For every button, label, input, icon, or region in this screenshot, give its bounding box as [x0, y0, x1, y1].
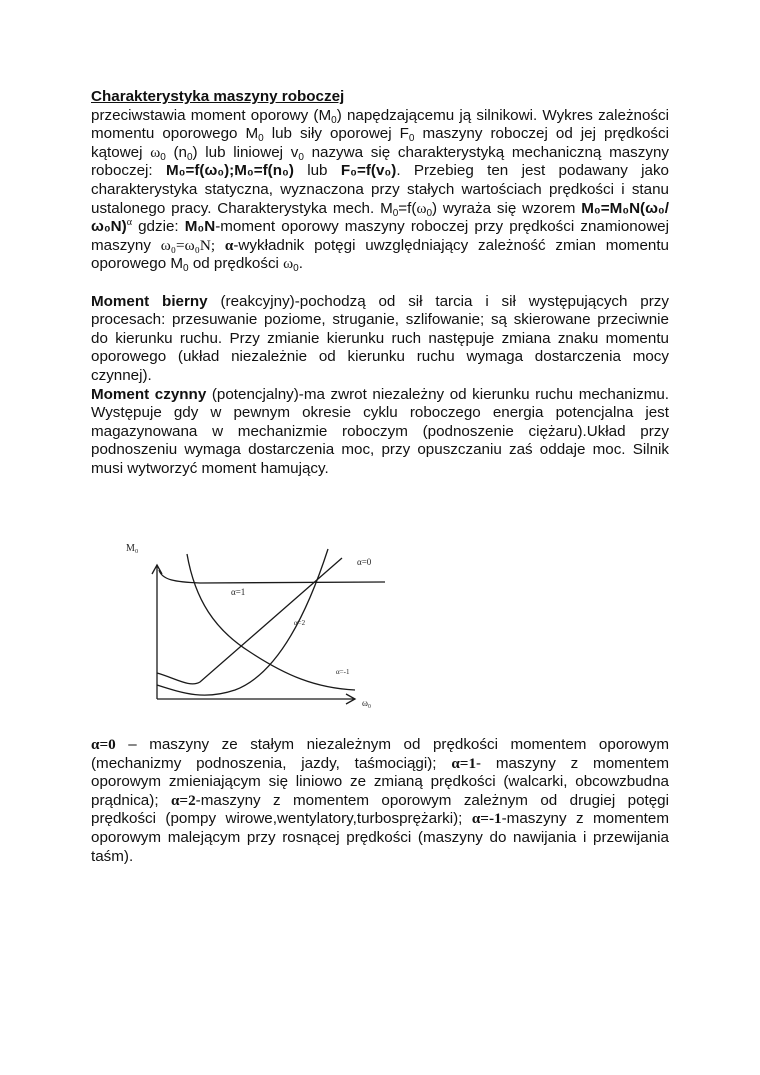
y-axis-label: M₀ [126, 543, 139, 554]
moment-czynny-paragraph: Moment czynny (potencjalny)-ma zwrot niezależny od kierunku ruchu mechanizmu. Występuje gdy w pewnym okresie cyklu roboczego energia potencjalna jest magazynowana w mechanizmie roboczym (podnoszenie ciężaru).Układ przy podnoszeniu wymaga dostarczenia moc, przy opuszczaniu zaś oddaje moc. Silnik musi wytworzyć moment hamujący. [91, 385, 670, 477]
label-alpha-neg1: α=-1 [336, 668, 350, 676]
section-title: Charakterystyka maszyny roboczej [91, 88, 345, 105]
curve-alpha1 [157, 558, 342, 684]
formula-main: M₀=M₀N(ω₀/ω₀N) [91, 199, 669, 236]
label-alpha0: α=0 [357, 557, 372, 567]
label-alpha1: α=1 [231, 587, 246, 597]
intro-paragraph: przeciwstawia moment oporowy $(M_0)$ napędzającemu ją silnikowi. Wykres zależności momentu oporowego $M_0$ lub siły oporowej $F_0$ maszyny roboczej od jej prędkości kątowej $\omega_0$ $(n_0)$ lub liniowej $v_0$ nazywa się charakterystyką mechaniczną maszyny roboczej: M₀=f(ω₀);M₀=f(n₀) lub F₀=f(v₀). Przebieg ten jest podawany jako charakterystyka statyczna, wyznaczona przy stałych wartościach prędkości i stanu ustalonego pracy. Charakterystyka mech. $M_0=f(\omega_0)$ wyraża się wzorem $M_0=M_0N(\omega_0/\omega_0N)^\alpha$ gdzie: M₀N-moment oporowy maszyny roboczej przy prędkości znamionowej maszyny ω₀=ω₀N; α-wykładnik potęgi uwzględniający zależność zmian momentu oporowego $M_0$ od prędkości $\omega_0$. [91, 106, 670, 275]
x-axis-label: ω₀ [362, 698, 372, 708]
document-body [91, 88, 669, 478]
curve-alpha-neg1 [187, 554, 355, 690]
alpha-explanations [91, 736, 669, 866]
label-alpha2: α=2 [294, 619, 306, 627]
characteristics-diagram [110, 535, 400, 720]
formula-f0-f: F₀=f(v₀) [340, 162, 397, 180]
formula-m0-f: M₀=f(ω₀);M₀=f(n₀) [165, 162, 294, 180]
alpha-explanation-paragraph: α=0 – maszyny ze stałym niezależnym od prędkości momentem oporowym (mechanizmy podnoszenia, jazdy, taśmociągi); α=1- maszyny z momentem oporowym zmieniającym się liniowo ze zmianą prędkości (walcarki, obcowzbudna prądnica); α=2-maszyny z momentem oporowym zależnym od drugiej potęgi prędkości (pompy wirowe,wentylatory,turbosprężarki); α=-1-maszyny z momentem oporowym malejącym przy rosnącej prędkości (maszyny do nawijania i przewijania taśm). [91, 736, 669, 865]
moment-bierny-paragraph: Moment bierny (reakcyjny)-pochodzą od sił tarcia i sił występujących przy procesach: przesuwanie poziome, struganie, szlifowanie; są skierowane przeciwnie do kierunku ruchu. Przy zmianie kierunku ruch następuje zmiana znaku momentu oporowego (układ niezależnie od kierunku ruchu wymaga dostarczenia mocy czynnej). [91, 292, 669, 384]
